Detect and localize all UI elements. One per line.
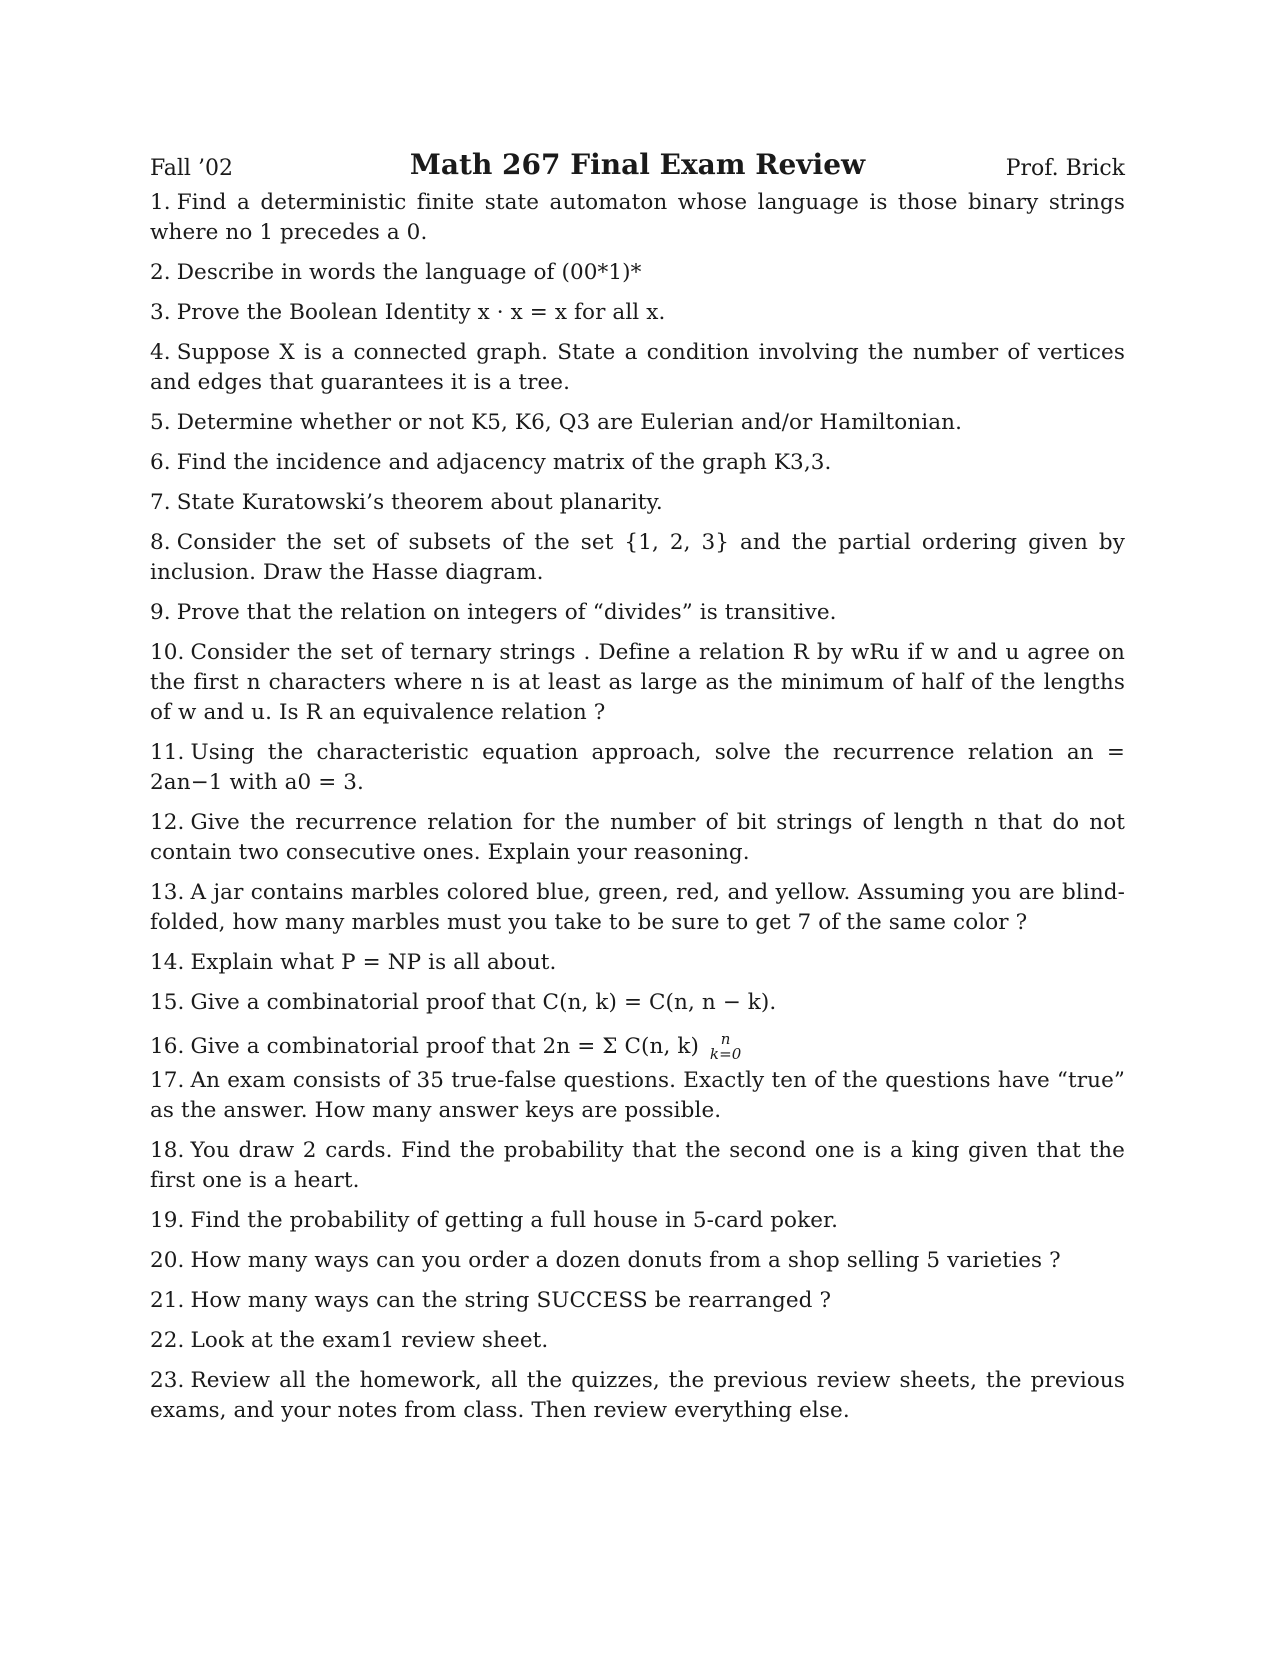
page-title: Math 267 Final Exam Review xyxy=(409,148,866,181)
page-header xyxy=(150,148,1125,188)
problem-text: Suppose X is a connected graph. State a condition involving the number of vertices and edges that guarantees it is a tree. xyxy=(150,340,1125,395)
problem-4 xyxy=(150,338,1125,398)
problem-number: 2. xyxy=(150,260,171,285)
problem-10 xyxy=(150,638,1125,728)
problem-22 xyxy=(150,1326,1125,1356)
problem-text: Consider the set of subsets of the set {1, 2, 3} and the partial ordering given by inclusion. Draw the Hasse diagram. xyxy=(150,530,1125,585)
problem-text: Using the characteristic equation approach, solve the recurrence relation an = 2an−1 with a0 = 3. xyxy=(150,740,1125,795)
problem-number: 22. xyxy=(150,1328,185,1353)
problem-number: 6. xyxy=(150,450,171,475)
problem-8 xyxy=(150,528,1125,588)
problem-text: Find a deterministic finite state automaton whose language is those binary strings where no 1 precedes a 0. xyxy=(150,190,1125,245)
problem-number: 19. xyxy=(150,1208,185,1233)
problem-text: Explain what P = NP is all about. xyxy=(190,950,557,975)
problem-text: Find the incidence and adjacency matrix of the graph K3,3. xyxy=(176,450,832,475)
problem-number: 9. xyxy=(150,600,171,625)
problem-number: 20. xyxy=(150,1248,185,1273)
sum-lower-limit: k=0 xyxy=(709,1045,742,1063)
problem-9 xyxy=(150,598,1125,628)
problem-text: Determine whether or not K5, K6, Q3 are Eulerian and/or Hamiltonian. xyxy=(176,410,963,435)
problem-number: 18. xyxy=(150,1138,185,1163)
problem-number: 8. xyxy=(150,530,171,555)
problem-number: 10. xyxy=(150,640,185,665)
problem-text: Consider the set of ternary strings . Define a relation R by wRu if w and u agree on the first n characters where n is at least as large as the minimum of half of the lengths of w and u. Is R an equivalence relation ? xyxy=(150,640,1125,725)
problem-text: How many ways can the string SUCCESS be rearranged ? xyxy=(190,1288,832,1313)
problem-text: Look at the exam1 review sheet. xyxy=(190,1328,549,1353)
problem-number: 1. xyxy=(150,190,171,215)
problem-text: You draw 2 cards. Find the probability that the second one is a king given that the first one is a heart. xyxy=(150,1138,1125,1193)
problem-14 xyxy=(150,948,1125,978)
problem-12 xyxy=(150,808,1125,868)
problem-list xyxy=(150,188,1125,1426)
problem-21 xyxy=(150,1286,1125,1316)
problem-text: Describe in words the language of (00*1)* xyxy=(176,260,642,285)
problem-1 xyxy=(150,188,1125,248)
problem-number: 14. xyxy=(150,950,185,975)
problem-2 xyxy=(150,258,1125,288)
exam-review-page xyxy=(150,148,1125,1436)
problem-text: Prove the Boolean Identity x · x = x for all x. xyxy=(176,300,666,325)
problem-number: 12. xyxy=(150,810,185,835)
problem-text: Review all the homework, all the quizzes, the previous review sheets, the previous exams, and your notes from class. Then review everything else. xyxy=(150,1368,1125,1423)
problem-19 xyxy=(150,1206,1125,1236)
sum-upper-limit: n xyxy=(720,1030,731,1048)
problem-text: Give a combinatorial proof that C(n, k) = C(n, n − k). xyxy=(190,990,777,1015)
problem-number: 11. xyxy=(150,740,185,765)
problem-20 xyxy=(150,1246,1125,1276)
problem-number: 15. xyxy=(150,990,185,1015)
problem-text: Find the probability of getting a full house in 5-card poker. xyxy=(190,1208,838,1233)
problem-number: 23. xyxy=(150,1368,185,1393)
problem-5 xyxy=(150,408,1125,438)
problem-text: Prove that the relation on integers of “divides” is transitive. xyxy=(176,600,837,625)
problem-7 xyxy=(150,488,1125,518)
problem-number: 4. xyxy=(150,340,171,365)
problem-number: 13. xyxy=(150,880,185,905)
problem-16 xyxy=(150,1032,1125,1062)
problem-15 xyxy=(150,988,1125,1018)
problem-number: 21. xyxy=(150,1288,185,1313)
semester-label: Fall ’02 xyxy=(150,156,233,181)
summation-limits xyxy=(710,1032,742,1062)
problem-text: A jar contains marbles colored blue, green, red, and yellow. Assuming you are blind-folded, how many marbles must you take to be sure to get 7 of the same color ? xyxy=(150,880,1125,935)
problem-text: State Kuratowski’s theorem about planarity. xyxy=(176,490,663,515)
problem-text: An exam consists of 35 true-false questions. Exactly ten of the questions have “true” as the answer. How many answer keys are possible. xyxy=(150,1068,1125,1123)
problem-13 xyxy=(150,878,1125,938)
problem-23 xyxy=(150,1366,1125,1426)
problem-number: 3. xyxy=(150,300,171,325)
problem-18 xyxy=(150,1136,1125,1196)
problem-text: How many ways can you order a dozen donuts from a shop selling 5 varieties ? xyxy=(190,1248,1061,1273)
problem-number: 16. xyxy=(150,1034,185,1059)
problem-number: 5. xyxy=(150,410,171,435)
problem-number: 17. xyxy=(150,1068,185,1093)
problem-3 xyxy=(150,298,1125,328)
instructor-label: Prof. Brick xyxy=(1005,156,1125,181)
problem-6 xyxy=(150,448,1125,478)
problem-number: 7. xyxy=(150,490,171,515)
problem-text: Give a combinatorial proof that 2n = Σ C(n, k) xyxy=(190,1034,699,1059)
problem-11 xyxy=(150,738,1125,798)
problem-text: Give the recurrence relation for the number of bit strings of length n that do not contain two consecutive ones. Explain your reasoning. xyxy=(150,810,1125,865)
problem-17 xyxy=(150,1066,1125,1126)
